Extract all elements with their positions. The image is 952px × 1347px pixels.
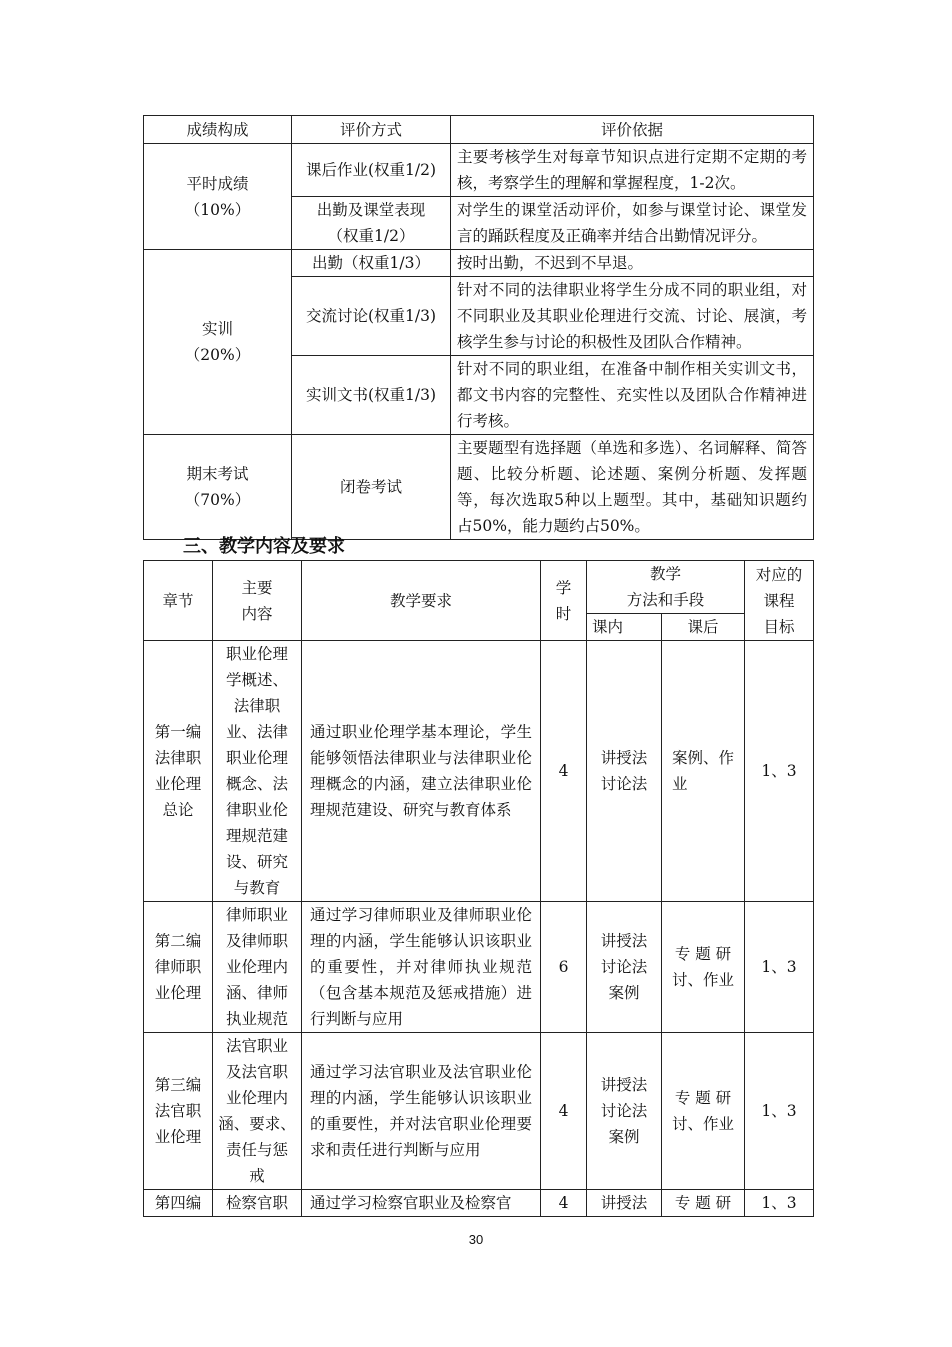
eval-basis-cell: 对学生的课堂活动评价，如参与课堂讨论、课堂发言的踊跃程度及正确率并结合出勤情况评分。 bbox=[451, 197, 814, 250]
chapter-cell: 第四编 bbox=[144, 1190, 213, 1217]
in-class-cell: 讲授法 bbox=[587, 1190, 662, 1217]
header-requirements: 教学要求 bbox=[302, 561, 541, 641]
main-content-cell: 律师职业 及律师职 业伦理内 涵、律师 执业规范 bbox=[213, 902, 302, 1033]
objectives-cell: 1、3 bbox=[745, 1033, 814, 1190]
header-in-class: 课内 bbox=[587, 614, 662, 641]
eval-component-cell: 期末考试 （70%） bbox=[144, 435, 292, 540]
chapter-cell: 第一编 法律职 业伦理 总论 bbox=[144, 641, 213, 902]
in-class-cell: 讲授法 讨论法 案例 bbox=[587, 1033, 662, 1190]
eval-basis-cell: 按时出勤，不迟到不早退。 bbox=[451, 250, 814, 277]
requirements-cell: 通过职业伦理学基本理论，学生能够领悟法律职业与法律职业伦理概念的内涵，建立法律职业伦理规范建设、研究与教育体系 bbox=[302, 641, 541, 902]
eval-header-method: 评价方式 bbox=[292, 116, 451, 144]
table-row bbox=[144, 1033, 814, 1190]
chapter-cell: 第二编 律师职 业伦理 bbox=[144, 902, 213, 1033]
eval-basis-cell: 针对不同的法律职业将学生分成不同的职业组，对不同职业及其职业伦理进行交流、讨论、展演，考核学生参与讨论的积极性及团队合作精神。 bbox=[451, 277, 814, 356]
main-content-cell: 职业伦理 学概述、 法律职 业、法律 职业伦理 概念、法 律职业伦 理规范建 设、研究 与教育 bbox=[213, 641, 302, 902]
chapter-cell: 第三编 法官职 业伦理 bbox=[144, 1033, 213, 1190]
eval-basis-cell: 主要考核学生对每章节知识点进行定期不定期的考核，考察学生的理解和掌握程度，1-2次。 bbox=[451, 144, 814, 197]
in-class-cell: 讲授法 讨论法 bbox=[587, 641, 662, 902]
header-objectives: 对应的 课程 目标 bbox=[745, 561, 814, 641]
eval-method-cell: 实训文书(权重1/3) bbox=[292, 356, 451, 435]
header-main-content: 主要 内容 bbox=[213, 561, 302, 641]
main-content-cell: 检察官职 bbox=[213, 1190, 302, 1217]
after-class-cell: 案例、作 业 bbox=[662, 641, 745, 902]
eval-method-cell: 闭卷考试 bbox=[292, 435, 451, 540]
requirements-cell: 通过学习律师职业及律师职业伦理的内涵，学生能够认识该职业的重要性，并对律师执业规范（包含基本规范及惩戒措施）进行判断与应用 bbox=[302, 902, 541, 1033]
header-after-class: 课后 bbox=[662, 614, 745, 641]
teaching-content-table bbox=[143, 560, 814, 1217]
requirements-cell: 通过学习检察官职业及检察官 bbox=[302, 1190, 541, 1217]
eval-row bbox=[144, 144, 814, 197]
table-row bbox=[144, 1190, 814, 1217]
eval-header-row bbox=[144, 116, 814, 144]
eval-basis-cell: 针对不同的职业组，在准备中制作相关实训文书，都文书内容的完整性、充实性以及团队合作精神进行考核。 bbox=[451, 356, 814, 435]
header-hours: 学 时 bbox=[541, 561, 587, 641]
table-row bbox=[144, 902, 814, 1033]
main-content-cell: 法官职业 及法官职 业伦理内 涵、要求、 责任与惩 戒 bbox=[213, 1033, 302, 1190]
hours-cell: 6 bbox=[541, 902, 587, 1033]
eval-component-cell: 平时成绩 （10%） bbox=[144, 144, 292, 250]
eval-header-component: 成绩构成 bbox=[144, 116, 292, 144]
after-class-cell: 专 题 研 讨、作业 bbox=[662, 1033, 745, 1190]
objectives-cell: 1、3 bbox=[745, 1190, 814, 1217]
eval-method-cell: 出勤（权重1/3） bbox=[292, 250, 451, 277]
section-heading: 三、教学内容及要求 bbox=[183, 536, 345, 557]
table-row bbox=[144, 641, 814, 902]
eval-method-cell: 课后作业(权重1/2) bbox=[292, 144, 451, 197]
after-class-cell: 专 题 研 bbox=[662, 1190, 745, 1217]
objectives-cell: 1、3 bbox=[745, 641, 814, 902]
content-header-row bbox=[144, 561, 814, 614]
header-methods: 教学 方法和手段 bbox=[587, 561, 745, 614]
page-number: 30 bbox=[468, 1232, 484, 1247]
requirements-cell: 通过学习法官职业及法官职业伦理的内涵，学生能够认识该职业的重要性，并对法官职业伦理要求和责任进行判断与应用 bbox=[302, 1033, 541, 1190]
eval-row bbox=[144, 250, 814, 277]
evaluation-table bbox=[143, 115, 814, 540]
eval-method-cell: 交流讨论(权重1/3) bbox=[292, 277, 451, 356]
eval-header-basis: 评价依据 bbox=[451, 116, 814, 144]
eval-row bbox=[144, 435, 814, 540]
hours-cell: 4 bbox=[541, 1190, 587, 1217]
in-class-cell: 讲授法 讨论法 案例 bbox=[587, 902, 662, 1033]
eval-method-cell: 出勤及课堂表现 （权重1/2） bbox=[292, 197, 451, 250]
header-chapter: 章节 bbox=[144, 561, 213, 641]
eval-component-cell: 实训 （20%） bbox=[144, 250, 292, 435]
objectives-cell: 1、3 bbox=[745, 902, 814, 1033]
eval-basis-cell: 主要题型有选择题（单选和多选）、名词解释、简答题、比较分析题、论述题、案例分析题、发挥题等，每次选取5种以上题型。其中，基础知识题约占50%，能力题约占50%。 bbox=[451, 435, 814, 540]
after-class-cell: 专 题 研 讨、作业 bbox=[662, 902, 745, 1033]
hours-cell: 4 bbox=[541, 1033, 587, 1190]
hours-cell: 4 bbox=[541, 641, 587, 902]
